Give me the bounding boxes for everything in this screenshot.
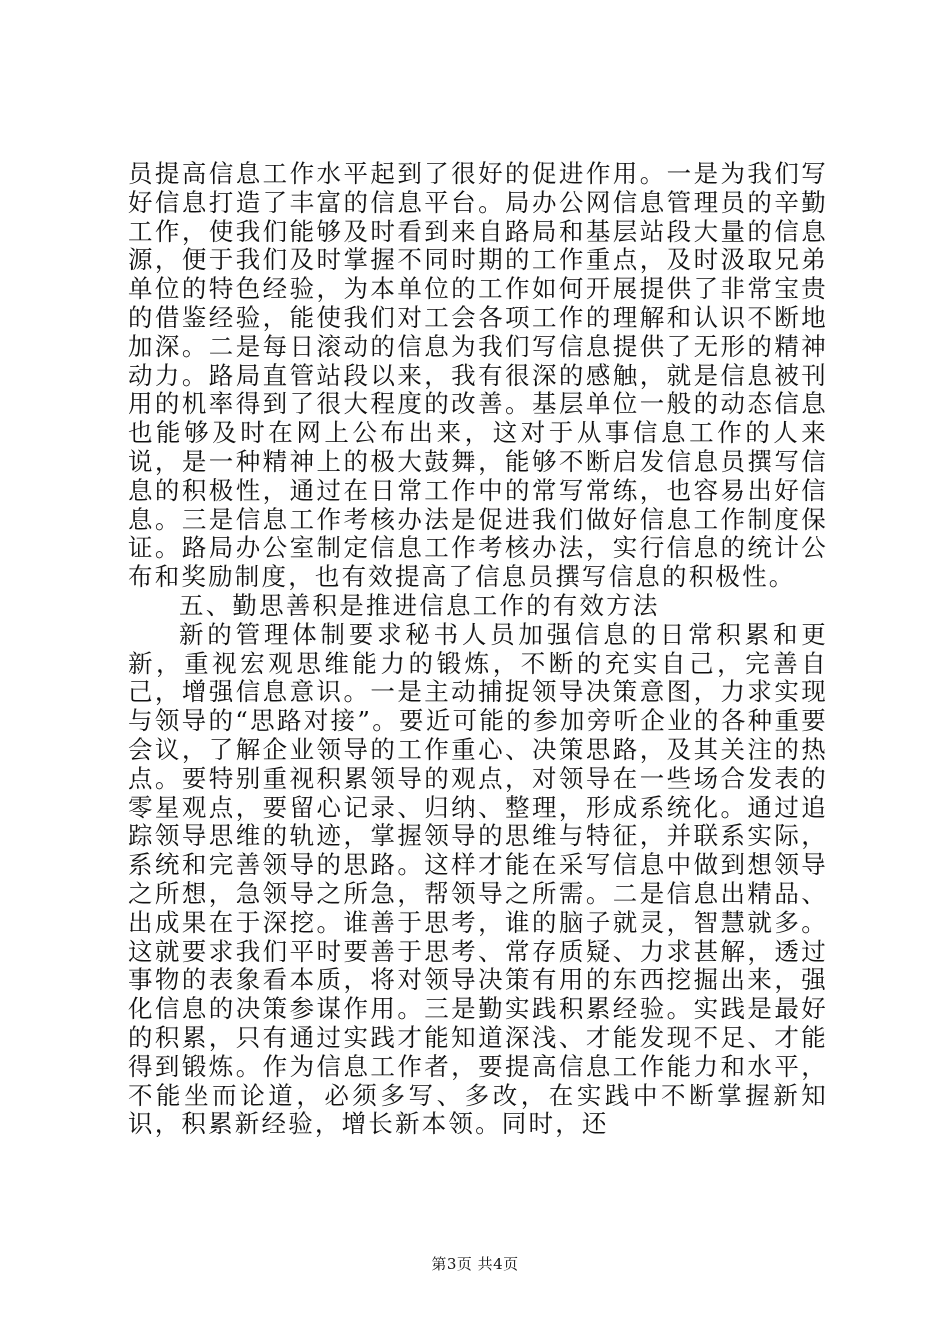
page-number-footer: 第3页 共4页 — [431, 1255, 519, 1273]
body-paragraph-section-five: 新的管理体制要求秘书人员加强信息的日常积累和更新，重视宏观思维能力的锻炼，不断的充实自己，完善自己，增强信息意识。一是主动捕捉领导决策意图，力求实现与领导的“思路对接”。要近可能的参加旁听企业的各种重要会议，了解企业领导的工作重心、决策思路，及其关注的热点。要特别重视积累领导的观点，对领导在一些场合发表的零星观点，要留心记录、归纳、整理，形成系统化。通过追踪领导思维的轨迹，掌握领导的思维与特征，并联系实际，系统和完善领导的思路。这样才能在采写信息中做到想领导之所想，急领导之所急，帮领导之所需。二是信息出精品、出成果在于深挖。谁善于思考，谁的脑子就灵，智慧就多。这就要求我们平时要善于思考、常存质疑、力求甚解，透过事物的表象看本质，将对领导决策有用的东西挖掘出来，强化信息的决策参谋作用。三是勤实践积累经验。实践是最好的积累，只有通过实践才能知道深浅、才能发现不足、才能得到锻炼。作为信息工作者，要提高信息工作能力和水平，不能坐而论道，必须多写、多改，在实践中不断掌握新知识，积累新经验，增长新本领。同时，还 — [128, 619, 828, 1139]
body-paragraph-continuation: 员提高信息工作水平起到了很好的促进作用。一是为我们写好信息打造了丰富的信息平台。局办公网信息管理员的辛勤工作，使我们能够及时看到来自路局和基层站段大量的信息源，便于我们及时掌握不同时期的工作重点，及时汲取兄弟单位的特色经验，为本单位的工作如何开展提供了非常宝贵的借鉴经验，能使我们对工会各项工作的理解和认识不断地加深。二是每日滚动的信息为我们写信息提供了无形的精神动力。路局直管站段以来，我有很深的感触，就是信息被刊用的机率得到了很大程度的改善。基层单位一般的动态信息也能够及时在网上公布出来，这对于从事信息工作的人来说，是一种精神上的极大鼓舞，能够不断启发信息员撰写信息的积极性，通过在日常工作中的常写常练，也容易出好信息。三是信息工作考核办法是促进我们做好信息工作制度保证。路局办公室制定信息工作考核办法，实行信息的统计公布和奖励制度，也有效提高了信息员撰写信息的积极性。 — [128, 159, 828, 592]
document-body — [128, 160, 828, 1139]
section-heading-five: 五、勤思善积是推进信息工作的有效方法 — [179, 590, 660, 620]
